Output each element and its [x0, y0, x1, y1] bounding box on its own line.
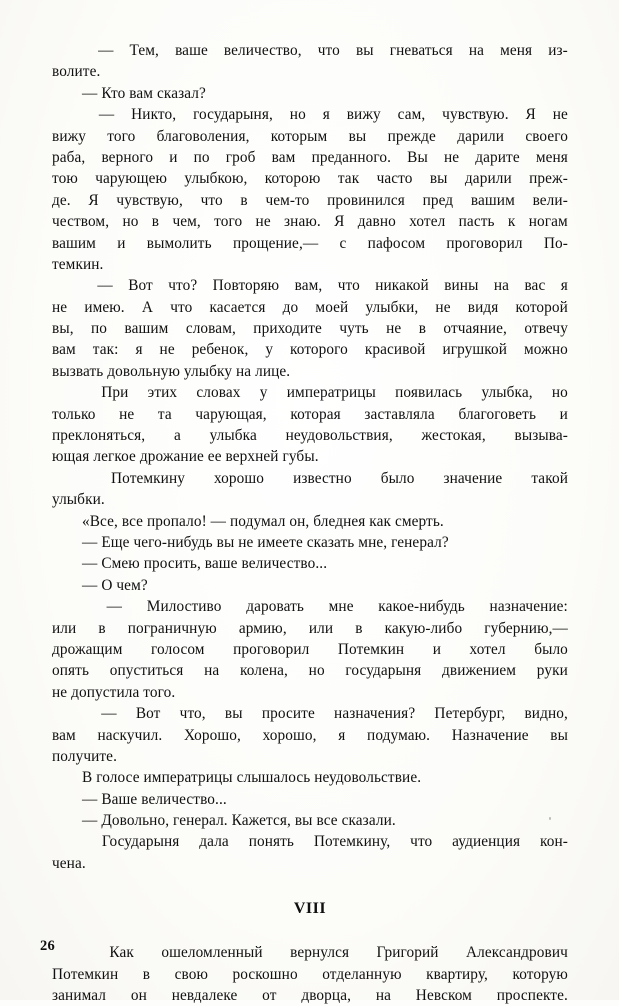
text-line: — Смею просить, ваше величество...	[82, 555, 328, 573]
body-paragraph-lines	[52, 40, 568, 874]
text-line: занимал он невдалеке от дворца, на Невском проспекте.	[52, 987, 568, 1005]
text-line: вашим и вымолить прощение,— с пафосом проговорил По-	[52, 234, 568, 252]
text-line: чеством, но в чем, того не знаю. Я давно хотел пасть к ногам	[52, 213, 568, 231]
text-line: или в пограничную армию, или в какую-либо губернию,—	[52, 619, 568, 637]
text-line: волите.	[52, 63, 101, 81]
chapter-heading: VIII	[293, 900, 327, 918]
text-line: получите.	[52, 747, 117, 765]
text-line: — Кто вам сказал?	[82, 84, 206, 102]
text-line: — Никто, государыня, но я вижу сам, чувствую. Я не	[98, 106, 568, 124]
text-line: вам так: я не ребенок, у которого красивой игрушкой можно	[52, 341, 568, 359]
text-line: чена.	[52, 854, 86, 872]
text-line: темкин.	[52, 255, 104, 273]
text-line: При этих словах у императрицы появилась улыбка, но	[101, 384, 568, 402]
text-line: В голосе императрицы слышалось неудовольствие.	[82, 769, 422, 787]
text-line: опять опуститься на колена, но государыня движением руки	[52, 662, 568, 680]
text-line: — Еще чего-нибудь вы не имеете сказать мне, генерал?	[82, 533, 449, 551]
text-line: — Довольно, генерал. Кажется, вы все сказали.	[82, 812, 396, 830]
text-line: Как ошеломленный вернулся Григорий Александрович	[109, 944, 568, 962]
text-line: — Тем, ваше величество, что вы гневаться на меня из-	[98, 42, 568, 59]
text-line: дрожащим голосом проговорил Потемкин и хотел было	[52, 640, 568, 658]
text-line: не имею. А что касается до моей улыбки, не видя которой	[52, 298, 568, 316]
text-line: Государыня дала понять Потемкину, что аудиенция кон-	[101, 833, 568, 851]
text-line: «Все, все пропало! — подумал он, бледнея как смерть.	[82, 512, 444, 530]
text-line: Потемкину хорошо известно было значение такой	[111, 469, 568, 487]
text-line: Потемкин в свою роскошно отделанную квартиру, которую	[52, 965, 568, 983]
text-line: улыбки.	[52, 491, 105, 509]
text-line: преклоняться, а улыбка неудовольствия, жестокая, вызыва-	[52, 427, 568, 445]
page-number: 26	[40, 938, 56, 954]
text-line: только не та чарующая, которая заставляла благоговеть и	[52, 405, 568, 423]
text-line: — Милостиво даровать мне какое-нибудь назначение:	[106, 598, 568, 616]
scan-speck	[549, 817, 551, 820]
page-text-block	[52, 40, 568, 1006]
text-line: вызвать довольную улыбку на лице.	[52, 362, 291, 380]
text-line: де. Я чувствую, что в чем-то провинился пред вашим вели-	[52, 191, 568, 209]
text-line: — Ваше величество...	[82, 790, 227, 808]
text-line: не допустила того.	[52, 683, 176, 701]
text-line: вижу того благоволения, которым вы прежде дарили своего	[52, 127, 568, 145]
text-line: вам наскучил. Хорошо, хорошо, я подумаю. Назначение вы	[52, 726, 568, 744]
text-line: — Вот что, вы просите назначения? Петербург, видно,	[101, 705, 568, 723]
text-line: ющая легкое дрожание ее верхней губы.	[52, 448, 319, 466]
text-line: тою чарующею улыбкою, которою так часто вы дарили преж-	[52, 170, 568, 188]
text-line: — О чем?	[82, 576, 148, 594]
text-line: — Вот что? Повторяю вам, что никакой вины на вас я	[97, 277, 568, 295]
chapter-opening-lines	[52, 942, 568, 1006]
text-line: раба, верного и по гроб вам преданного. Вы не дарите меня	[52, 148, 568, 166]
text-line: вы, по вашим словам, приходите чуть не в отчаяние, отвечу	[52, 320, 568, 338]
